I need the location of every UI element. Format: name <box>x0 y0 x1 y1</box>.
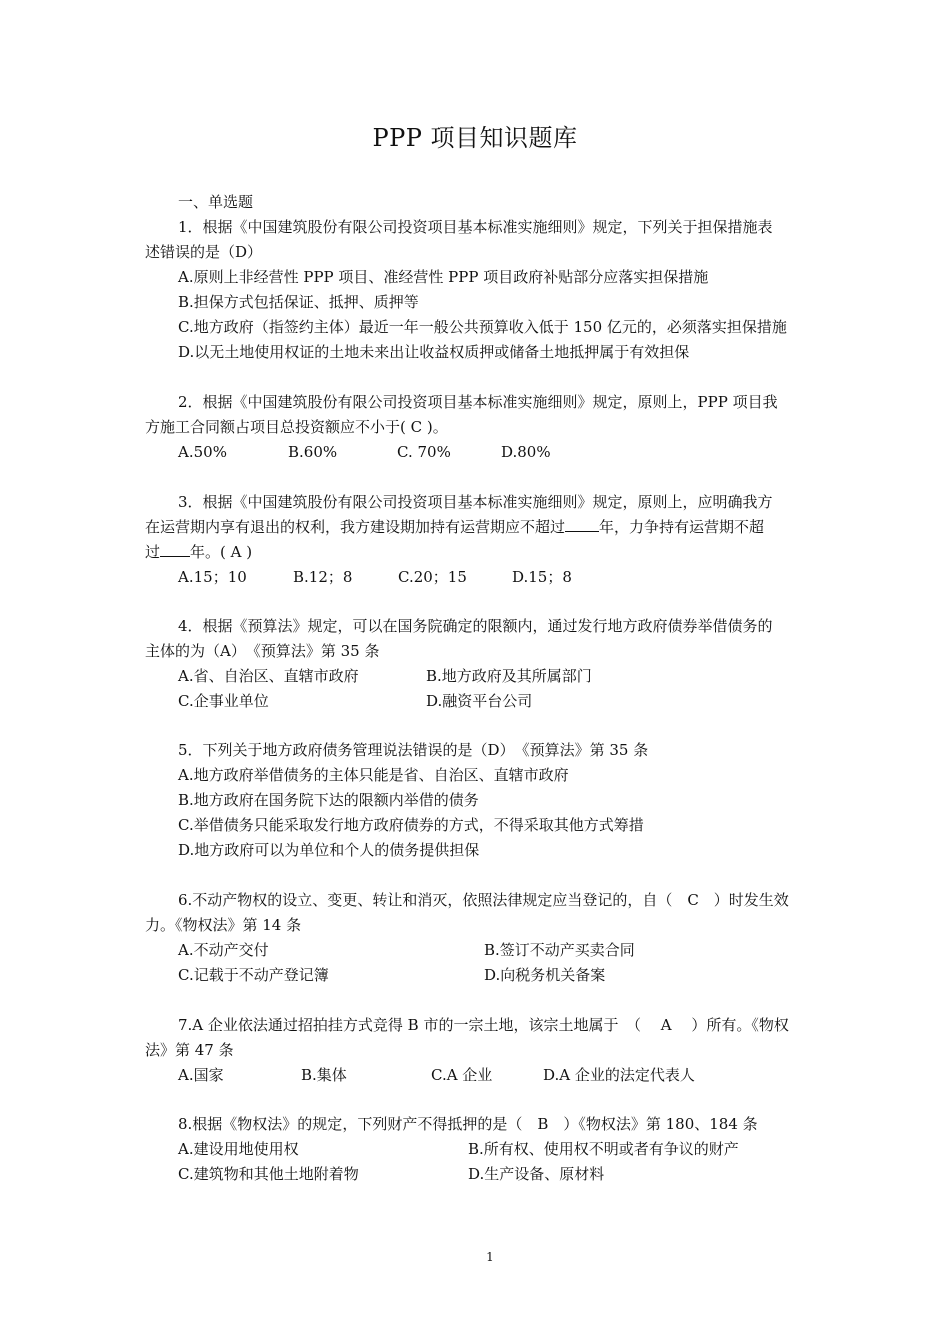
q1-option-c: C.地方政府（指签约主体）最近一年一般公共预算收入低于 150 亿元的，必须落实担保措施 <box>178 318 787 336</box>
q4-stem-line2: 主体的为（A） 《预算法》第 35 条 <box>145 642 380 660</box>
q3-stem-line2-text-a: 在运营期内享有退出的权利，我方建设期加持有运营期应不超过 <box>145 518 566 536</box>
q5-option-d: D.地方政府可以为单位和个人的债务提供担保 <box>178 841 480 859</box>
q4-option-a: A.省、自治区、直辖市政府 <box>178 667 359 685</box>
q6-stem-line1: 6.不动产物权的设立、变更、转让和消灭，依照法律规定应当登记的，自（ C ）时发生效 <box>178 891 789 909</box>
q3-stem-line2-text-b: 年，力争持有运营期不超 <box>599 518 765 536</box>
fill-in-blank <box>565 517 599 532</box>
q6-option-a: A.不动产交付 <box>178 941 269 959</box>
q3-stem-line1: 3．根据《中国建筑股份有限公司投资项目基本标准实施细则》规定，原则上，应明确我方 <box>178 493 773 511</box>
q2-stem-line2: 方施工合同额占项目总投资额应不小于( C )。 <box>145 418 448 436</box>
q8-option-a: A.建设用地使用权 <box>178 1140 299 1158</box>
q7-option-a: A.国家 <box>178 1066 224 1084</box>
q6-option-c: C.记载于不动产登记簿 <box>178 966 329 984</box>
q7-option-d: D.A 企业的法定代表人 <box>543 1066 695 1084</box>
q3-stem-line3-text-a: 过 <box>145 543 161 561</box>
q2-option-a: A.50% <box>178 443 227 461</box>
document-title: PPP 项目知识题库 <box>372 124 578 152</box>
q2-stem-line1: 2．根据《中国建筑股份有限公司投资项目基本标准实施细则》规定，原则上，PPP 项目我 <box>178 393 778 411</box>
q7-stem-line2: 法》第 47 条 <box>145 1041 234 1059</box>
q3-stem-line2 <box>145 517 764 537</box>
q6-option-d: D.向税务机关备案 <box>484 966 606 984</box>
q1-option-b: B.担保方式包括保证、抵押、质押等 <box>178 293 419 311</box>
fill-in-blank <box>160 542 190 557</box>
q7-stem-line1: 7.A 企业依法通过招拍挂方式竞得 B 市的一宗土地，该宗土地属于 （ A ）所有。《物权 <box>178 1016 789 1034</box>
q6-option-b: B.签订不动产买卖合同 <box>484 941 635 959</box>
q3-option-c: C.20；15 <box>398 568 467 586</box>
q3-option-b: B.12；8 <box>293 568 353 586</box>
q4-stem-line1: 4．根据《预算法》规定，可以在国务院确定的限额内，通过发行地方政府债券举借债务的 <box>178 617 773 635</box>
q3-stem-line3-text-b: 年。( A ) <box>190 543 253 561</box>
q4-option-b: B.地方政府及其所属部门 <box>426 667 592 685</box>
q7-option-b: B.集体 <box>301 1066 347 1084</box>
q3-stem-line3 <box>145 542 252 562</box>
q1-stem-line1: 1．根据《中国建筑股份有限公司投资项目基本标准实施细则》规定，下列关于担保措施表 <box>178 218 773 236</box>
q8-option-b: B.所有权、使用权不明或者有争议的财产 <box>468 1140 739 1158</box>
q1-stem-line2: 述错误的是（D） <box>145 243 263 261</box>
q5-option-c: C.举借债务只能采取发行地方政府债券的方式，不得采取其他方式筹措 <box>178 816 644 834</box>
q2-option-d: D.80% <box>501 443 551 461</box>
q2-option-c: C. 70% <box>397 443 451 461</box>
q1-option-d: D.以无土地使用权证的土地未来出让收益权质押或储备土地抵押属于有效担保 <box>178 343 690 361</box>
q2-option-b: B.60% <box>288 443 338 461</box>
q3-option-d: D.15；8 <box>512 568 572 586</box>
q8-stem-line1: 8.根据《物权法》的规定，下列财产不得抵押的是（ B ）《物权法》第 180、184 条 <box>178 1115 758 1133</box>
q3-option-a: A.15；10 <box>178 568 247 586</box>
q5-stem-line1: 5．下列关于地方政府债务管理说法错误的是（D） 《预算法》第 35 条 <box>178 741 649 759</box>
q8-option-c: C.建筑物和其他土地附着物 <box>178 1165 359 1183</box>
q5-option-b: B.地方政府在国务院下达的限额内举借的债务 <box>178 791 479 809</box>
q5-option-a: A.地方政府举借债务的主体只能是省、自治区、直辖市政府 <box>178 766 569 784</box>
q1-option-a: A.原则上非经营性 PPP 项目、准经营性 PPP 项目政府补贴部分应落实担保措施 <box>178 268 709 286</box>
section-heading: 一、单选题 <box>178 193 254 211</box>
q8-option-d: D.生产设备、原材料 <box>468 1165 605 1183</box>
q7-option-c: C.A 企业 <box>431 1066 493 1084</box>
q6-stem-line2: 力。《物权法》第 14 条 <box>145 916 302 934</box>
q4-option-d: D.融资平台公司 <box>426 692 533 710</box>
page-number: 1 <box>486 1250 494 1264</box>
q4-option-c: C.企事业单位 <box>178 692 269 710</box>
